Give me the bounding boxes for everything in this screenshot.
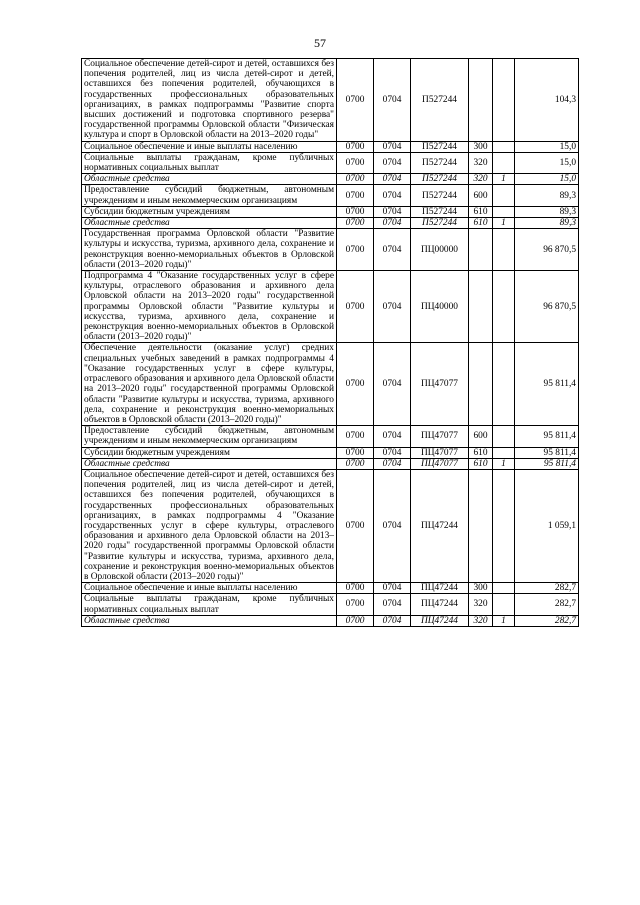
target-item-code-cell: ПЦ47244 <box>411 594 469 615</box>
item-name-cell: Социальное обеспечение и иные выплаты населению <box>82 583 337 594</box>
expense-type-code-cell <box>469 343 493 426</box>
section-code-cell: 0700 <box>337 59 374 142</box>
table-row <box>82 174 579 185</box>
funding-source-cell <box>493 583 515 594</box>
amount-cell: 95 811,4 <box>515 447 579 458</box>
subsection-code-cell: 0704 <box>374 229 411 271</box>
target-item-code-cell: ПЦ47077 <box>411 426 469 447</box>
table-row <box>82 218 579 229</box>
funding-source-cell <box>493 447 515 458</box>
funding-source-cell <box>493 271 515 343</box>
subsection-code-cell: 0704 <box>374 152 411 173</box>
target-item-code-cell: ПЦ00000 <box>411 229 469 271</box>
table-row <box>82 206 579 217</box>
funding-source-cell: 1 <box>493 615 515 626</box>
section-code-cell: 0700 <box>337 206 374 217</box>
subsection-code-cell: 0704 <box>374 447 411 458</box>
item-name-cell: Предоставление субсидий бюджетным, автономным учреждениям и иным некоммерческим организациям <box>82 426 337 447</box>
funding-source-cell <box>493 426 515 447</box>
item-name-cell: Областные средства <box>82 174 337 185</box>
amount-cell: 282,7 <box>515 615 579 626</box>
subsection-code-cell: 0704 <box>374 185 411 206</box>
item-name-cell: Социальное обеспечение детей-сирот и детей, оставшихся без попечения родителей, лиц из числа детей-сирот и детей, оставшихся без попечения родителей, обучающихся в государственных профессиональных образовательных организациях, в рамках подпрограммы "Развитие спорта высших достижений и подготовка спортивного резерва" государственной программы Орловской области "Физическая культура и спорт в Орловской области на 2013–2020 годы" <box>82 59 337 142</box>
amount-cell: 95 811,4 <box>515 426 579 447</box>
target-item-code-cell: ПЦ47244 <box>411 583 469 594</box>
funding-source-cell <box>493 141 515 152</box>
expense-type-code-cell: 320 <box>469 174 493 185</box>
subsection-code-cell: 0704 <box>374 218 411 229</box>
item-name-cell: Областные средства <box>82 458 337 469</box>
table-row <box>82 141 579 152</box>
target-item-code-cell: ПЦ47244 <box>411 615 469 626</box>
table-row <box>82 426 579 447</box>
target-item-code-cell: П527244 <box>411 141 469 152</box>
amount-cell: 95 811,4 <box>515 343 579 426</box>
section-code-cell: 0700 <box>337 271 374 343</box>
subsection-code-cell: 0704 <box>374 59 411 142</box>
budget-table-body <box>82 59 579 627</box>
funding-source-cell <box>493 594 515 615</box>
item-name-cell: Социальные выплаты гражданам, кроме публичных нормативных социальных выплат <box>82 152 337 173</box>
section-code-cell: 0700 <box>337 152 374 173</box>
expense-type-code-cell: 600 <box>469 426 493 447</box>
expense-type-code-cell <box>469 229 493 271</box>
table-row <box>82 59 579 142</box>
expense-type-code-cell: 610 <box>469 447 493 458</box>
subsection-code-cell: 0704 <box>374 594 411 615</box>
item-name-cell: Областные средства <box>82 615 337 626</box>
funding-source-cell <box>493 59 515 142</box>
amount-cell: 15,0 <box>515 152 579 173</box>
table-row <box>82 152 579 173</box>
item-name-cell: Обеспечение деятельности (оказание услуг) средних специальных учебных заведений в рамках подпрограммы 4 "Оказание государственных услуг в сфере культуры, отраслевого образования и архивного дела Орловской области на 2013–2020 годы" государственной программы Орловской области "Развитие культуры и искусства, туризма, архивного дела, сохранение и реконструкция военно-мемориальных объектов в Орловской области (2013–2020 годы)" <box>82 343 337 426</box>
table-row <box>82 447 579 458</box>
funding-source-cell: 1 <box>493 174 515 185</box>
funding-source-cell: 1 <box>493 218 515 229</box>
section-code-cell: 0700 <box>337 229 374 271</box>
subsection-code-cell: 0704 <box>374 343 411 426</box>
funding-source-cell <box>493 206 515 217</box>
subsection-code-cell: 0704 <box>374 458 411 469</box>
item-name-cell: Предоставление субсидий бюджетным, автономным учреждениям и иным некоммерческим организациям <box>82 185 337 206</box>
item-name-cell: Социальные выплаты гражданам, кроме публичных нормативных социальных выплат <box>82 594 337 615</box>
item-name-cell: Субсидии бюджетным учреждениям <box>82 206 337 217</box>
table-row <box>82 343 579 426</box>
expense-type-code-cell: 320 <box>469 152 493 173</box>
table-row <box>82 583 579 594</box>
amount-cell: 89,3 <box>515 206 579 217</box>
expense-type-code-cell: 300 <box>469 141 493 152</box>
table-row <box>82 271 579 343</box>
subsection-code-cell: 0704 <box>374 469 411 582</box>
item-name-cell: Социальное обеспечение детей-сирот и детей, оставшихся без попечения родителей, лиц из числа детей-сирот и детей, оставшихся без попечения родителей, обучающихся в государственных профессиональных образовательных организациях, в рамках подпрограммы 4 "Оказание государственных услуг в сфере культуры, отраслевого образования и архивного дела Орловской области на 2013–2020 годы" государственной программы Орловской области "Развитие культуры и искусства, туризма, архивного дела, сохранение и реконструкция военно-мемориальных объектов в Орловской области (2013–2020 годы)" <box>82 469 337 582</box>
table-row <box>82 594 579 615</box>
target-item-code-cell: ПЦ40000 <box>411 271 469 343</box>
subsection-code-cell: 0704 <box>374 615 411 626</box>
expense-type-code-cell: 610 <box>469 218 493 229</box>
expense-type-code-cell: 610 <box>469 458 493 469</box>
section-code-cell: 0700 <box>337 343 374 426</box>
section-code-cell: 0700 <box>337 594 374 615</box>
subsection-code-cell: 0704 <box>374 174 411 185</box>
subsection-code-cell: 0704 <box>374 271 411 343</box>
target-item-code-cell: П527244 <box>411 174 469 185</box>
section-code-cell: 0700 <box>337 469 374 582</box>
expense-type-code-cell <box>469 59 493 142</box>
funding-source-cell <box>493 469 515 582</box>
item-name-cell: Государственная программа Орловской области "Развитие культуры и искусства, туризма, архивного дела, сохранение и реконструкция военно-мемориальных объектов в Орловской области (2013–2020 годы)" <box>82 229 337 271</box>
table-row <box>82 185 579 206</box>
section-code-cell: 0700 <box>337 426 374 447</box>
funding-source-cell <box>493 185 515 206</box>
item-name-cell: Областные средства <box>82 218 337 229</box>
item-name-cell: Социальное обеспечение и иные выплаты населению <box>82 141 337 152</box>
expense-type-code-cell: 610 <box>469 206 493 217</box>
section-code-cell: 0700 <box>337 218 374 229</box>
target-item-code-cell: ПЦ47077 <box>411 447 469 458</box>
expense-type-code-cell <box>469 469 493 582</box>
amount-cell: 96 870,5 <box>515 271 579 343</box>
table-row <box>82 615 579 626</box>
target-item-code-cell: П527244 <box>411 59 469 142</box>
subsection-code-cell: 0704 <box>374 206 411 217</box>
amount-cell: 89,3 <box>515 185 579 206</box>
section-code-cell: 0700 <box>337 615 374 626</box>
page-number: 57 <box>314 36 326 50</box>
expense-type-code-cell: 320 <box>469 594 493 615</box>
section-code-cell: 0700 <box>337 174 374 185</box>
item-name-cell: Подпрограмма 4 "Оказание государственных услуг в сфере культуры, отраслевого образования и архивного дела Орловской области на 2013–2020 годы" государственной программы Орловской области "Развитие культуры и искусства, туризма, архивного дела, сохранение и реконструкция военно-мемориальных объектов в Орловской области (2013–2020 годы)" <box>82 271 337 343</box>
funding-source-cell <box>493 229 515 271</box>
subsection-code-cell: 0704 <box>374 141 411 152</box>
funding-source-cell <box>493 343 515 426</box>
amount-cell: 95 811,4 <box>515 458 579 469</box>
amount-cell: 15,0 <box>515 174 579 185</box>
expense-type-code-cell: 320 <box>469 615 493 626</box>
target-item-code-cell: П527244 <box>411 206 469 217</box>
table-row <box>82 229 579 271</box>
section-code-cell: 0700 <box>337 458 374 469</box>
section-code-cell: 0700 <box>337 185 374 206</box>
amount-cell: 1 059,1 <box>515 469 579 582</box>
section-code-cell: 0700 <box>337 141 374 152</box>
expense-type-code-cell: 300 <box>469 583 493 594</box>
item-name-cell: Субсидии бюджетным учреждениям <box>82 447 337 458</box>
target-item-code-cell: П527244 <box>411 218 469 229</box>
target-item-code-cell: П527244 <box>411 152 469 173</box>
target-item-code-cell: ПЦ47244 <box>411 469 469 582</box>
amount-cell: 282,7 <box>515 594 579 615</box>
target-item-code-cell: ПЦ47077 <box>411 458 469 469</box>
subsection-code-cell: 0704 <box>374 426 411 447</box>
amount-cell: 15,0 <box>515 141 579 152</box>
target-item-code-cell: П527244 <box>411 185 469 206</box>
amount-cell: 89,3 <box>515 218 579 229</box>
section-code-cell: 0700 <box>337 447 374 458</box>
expense-type-code-cell <box>469 271 493 343</box>
section-code-cell: 0700 <box>337 583 374 594</box>
subsection-code-cell: 0704 <box>374 583 411 594</box>
amount-cell: 104,3 <box>515 59 579 142</box>
funding-source-cell <box>493 152 515 173</box>
amount-cell: 96 870,5 <box>515 229 579 271</box>
funding-source-cell: 1 <box>493 458 515 469</box>
amount-cell: 282,7 <box>515 583 579 594</box>
table-row <box>82 469 579 582</box>
table-row <box>82 458 579 469</box>
budget-table <box>81 58 579 627</box>
expense-type-code-cell: 600 <box>469 185 493 206</box>
target-item-code-cell: ПЦ47077 <box>411 343 469 426</box>
